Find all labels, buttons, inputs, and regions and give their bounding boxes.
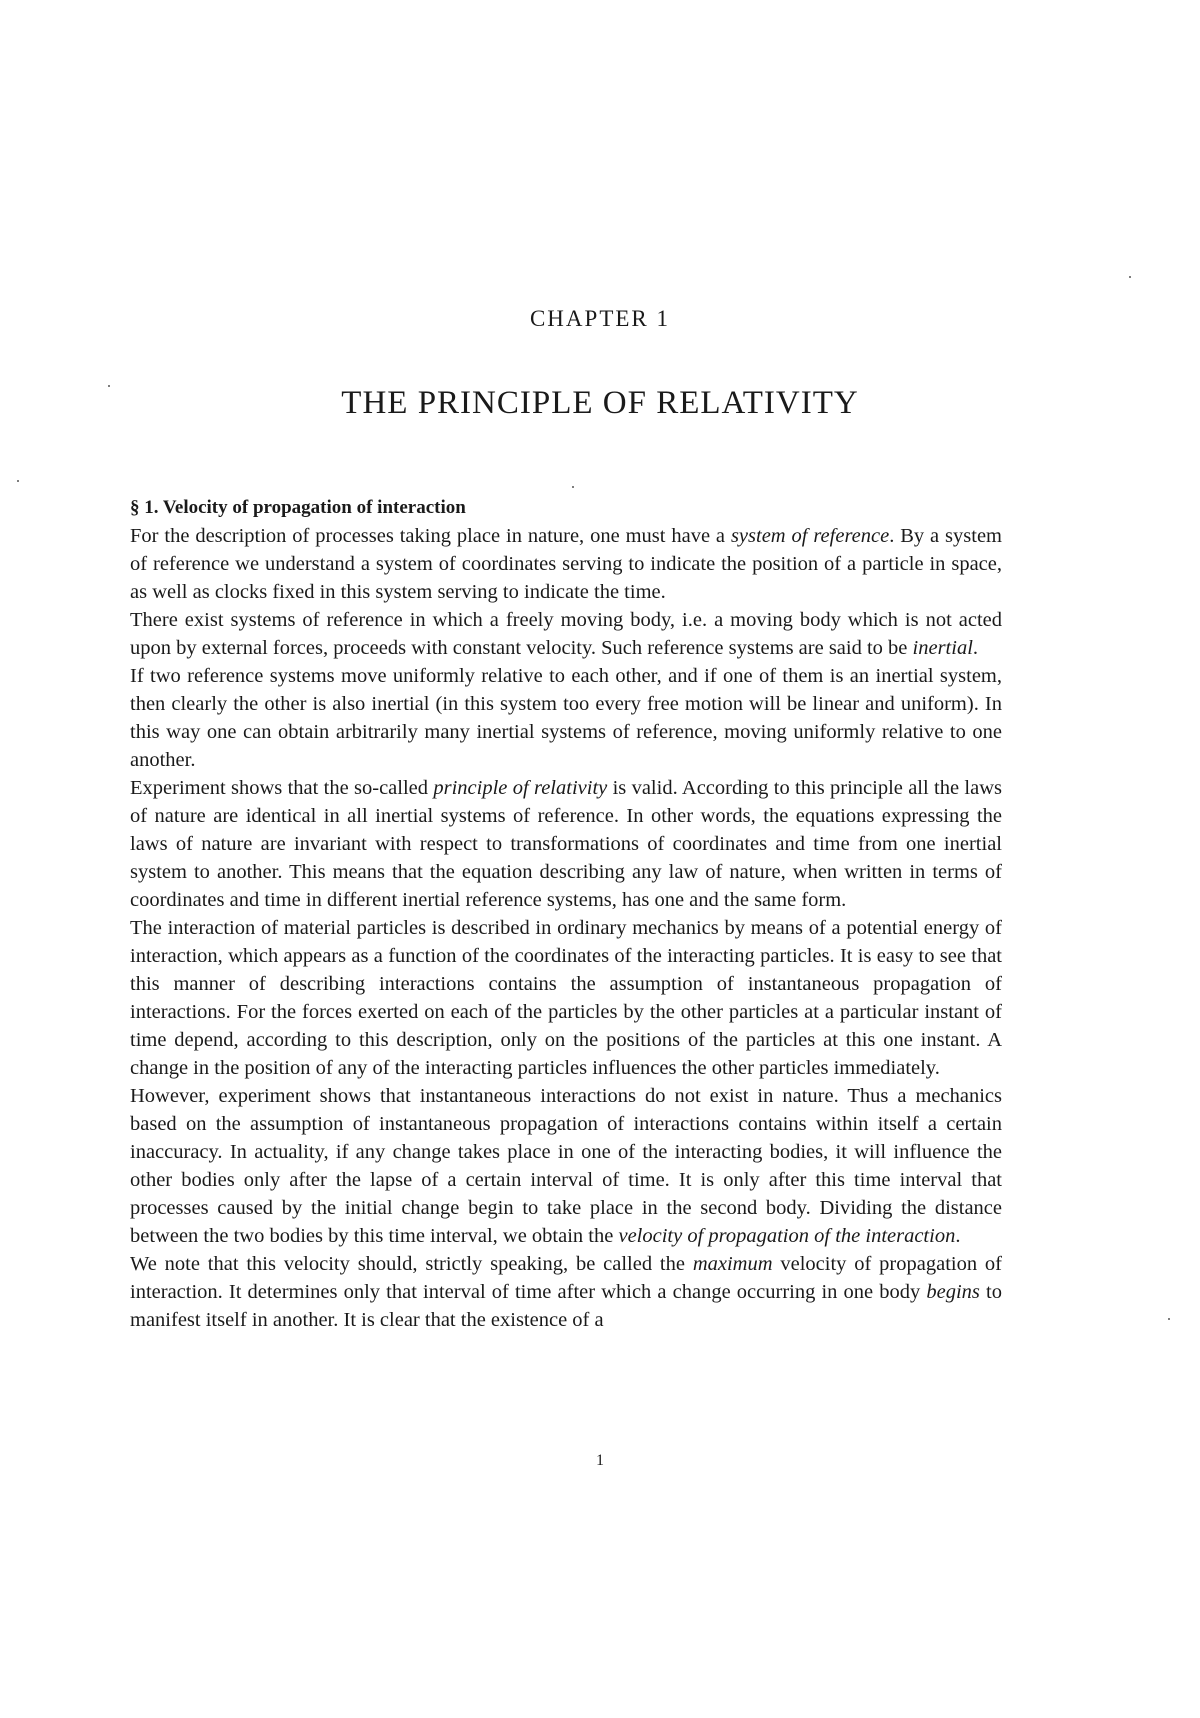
- text-segment: However, experiment shows that instantaneous interactions do not exist in nature. Thus a mechanics based on the assumption of instantaneous propagation of interactions contains within itself a certain inaccuracy. In actuality, if any change takes place in one of the interacting bodies, it will influence the other bodies only after the lapse of a certain interval of time. It is only after this time interval that processes caused by the initial change begin to take place in the second body. Dividing the distance between the two bodies by this time interval, we obtain the: [130, 1085, 1002, 1247]
- text-segment-italic: maximum: [692, 1253, 773, 1275]
- scan-speck: [572, 486, 574, 488]
- text-segment-italic: principle of relativity: [433, 777, 608, 799]
- text-segment-italic: velocity of propagation of the interaction: [618, 1225, 956, 1247]
- text-segment: velocity of propagation of interaction. It determines only that interval of time after which a change occurring in one body: [130, 1253, 1002, 1303]
- text-segment-italic: inertial: [912, 637, 973, 659]
- scan-speck: [108, 385, 110, 387]
- paragraph-7: [130, 1250, 1002, 1334]
- chapter-title: THE PRINCIPLE OF RELATIVITY: [341, 385, 859, 421]
- paragraph-6: [130, 1082, 1002, 1250]
- text-segment: We note that this velocity should, strictly speaking, be called the: [130, 1253, 693, 1275]
- text-segment: to manifest itself in another. It is clear that the existence of a: [130, 1281, 1002, 1331]
- paragraph-4: [130, 774, 1002, 914]
- text-segment: There exist systems of reference in which a freely moving body, i.e. a moving body which is not acted upon by external forces, proceeds with constant velocity. Such reference systems are said to be: [130, 609, 1002, 659]
- paragraph-3: [130, 662, 1002, 774]
- text-segment: .: [972, 637, 979, 659]
- text-segment: Experiment shows that the so-called: [130, 777, 434, 799]
- paragraph-2: [130, 606, 1002, 662]
- paragraph-1: [130, 522, 1002, 606]
- text-segment-italic: system of reference: [730, 525, 890, 547]
- paragraph-5: [130, 914, 1002, 1082]
- text-segment: For the description of processes taking place in nature, one must have a: [130, 525, 731, 547]
- scan-speck: [17, 480, 19, 482]
- text-segment: is valid. According to this principle all the laws of nature are identical in all inertial systems of reference. In other words, the equations expressing the laws of nature are invariant with respect to transformations of coordinates and time from one inertial system to another. This means that the equation describing any law of nature, when written in terms of coordinates and time in different inertial reference systems, has one and the same form.: [130, 777, 1002, 911]
- section-heading: § 1. Velocity of propagation of interaction: [130, 497, 466, 518]
- page-number: 1: [596, 1452, 604, 1469]
- text-segment: .: [955, 1225, 961, 1247]
- text-segment: The interaction of material particles is described in ordinary mechanics by means of a potential energy of interaction, which appears as a function of the coordinates of the interacting particles. It is easy to see that this manner of describing interactions contains the assumption of instantaneous propagation of interactions. For the forces exerted on each of the particles by the other particles at a particular instant of time depend, according to this description, only on the positions of the particles at this one instant. A change in the position of any of the interacting particles influences the other particles immediately.: [130, 917, 1002, 1079]
- text-segment: If two reference systems move uniformly relative to each other, and if one of them is an inertial system, then clearly the other is also inertial (in this system too every free motion will be linear and uniform). In this way one can obtain arbitrarily many inertial systems of reference, moving uniformly relative to one another.: [130, 665, 1002, 771]
- page-content: [130, 493, 1002, 1334]
- chapter-label: CHAPTER 1: [529, 306, 671, 331]
- text-segment-italic: begins: [926, 1281, 980, 1303]
- scan-speck: [1129, 276, 1131, 278]
- text-segment: . By a system of reference we understand a system of coordinates serving to indicate the position of a particle in space, as well as clocks fixed in this system serving to indicate the time.: [130, 525, 1002, 603]
- scan-speck: [1168, 1318, 1170, 1320]
